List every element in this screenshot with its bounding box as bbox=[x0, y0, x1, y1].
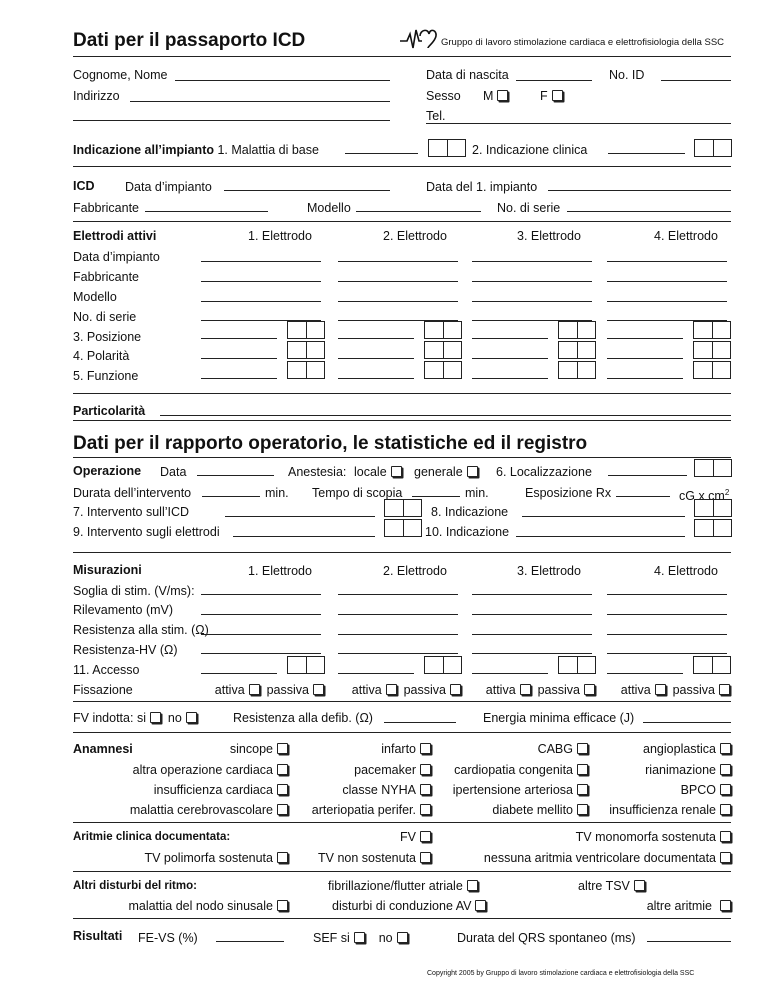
icd-intervention-label: 7. Intervento sull’ICD bbox=[73, 505, 190, 519]
row-label: Resistenza-HV (Ω) bbox=[73, 643, 178, 657]
qrs-label: Durata del QRS spontaneo (ms) bbox=[457, 931, 636, 945]
sex-m[interactable]: M bbox=[483, 89, 508, 103]
measurement-field[interactable] bbox=[472, 673, 548, 674]
code-box[interactable] bbox=[424, 341, 462, 359]
code-box[interactable] bbox=[424, 361, 462, 379]
measurement-field[interactable] bbox=[607, 594, 727, 595]
divider bbox=[73, 457, 731, 458]
icd-intervention-field[interactable] bbox=[225, 516, 375, 517]
fv-induced[interactable]: FV indotta: si no bbox=[73, 711, 197, 725]
divider bbox=[73, 918, 731, 919]
electrode-col: 4. Elettrodo bbox=[654, 229, 718, 243]
id-label: No. ID bbox=[609, 68, 645, 82]
measurement-field[interactable] bbox=[338, 673, 414, 674]
checkbox-icon bbox=[720, 784, 731, 795]
checkbox-icon bbox=[475, 900, 486, 911]
operation-heading: Operazione bbox=[73, 464, 142, 478]
checkbox-icon bbox=[386, 684, 397, 695]
anamnesis-item[interactable]: infarto bbox=[381, 742, 431, 756]
measurements-heading: Misurazioni bbox=[73, 563, 142, 577]
measurement-field[interactable] bbox=[472, 614, 592, 615]
divider bbox=[73, 420, 731, 421]
measurement-field[interactable] bbox=[472, 653, 592, 654]
electrode-field[interactable] bbox=[201, 378, 277, 379]
section-title: Dati per il rapporto operatorio, le statistiche ed il registro bbox=[73, 433, 588, 454]
checkbox-icon bbox=[277, 900, 288, 911]
implant-date-field[interactable] bbox=[224, 190, 390, 191]
name-field[interactable] bbox=[175, 80, 390, 81]
checkbox-icon bbox=[249, 684, 260, 695]
row-label: Fissazione bbox=[73, 683, 133, 697]
row-label: No. di serie bbox=[73, 310, 137, 324]
fixation-options[interactable]: attiva passiva bbox=[352, 683, 461, 697]
defib-resistance-field[interactable] bbox=[384, 722, 456, 723]
anesthesia-general[interactable]: generale bbox=[414, 465, 478, 479]
unit-label: cG x $cm^2$ bbox=[679, 488, 730, 504]
anamnesis-heading: Anamnesi bbox=[73, 742, 133, 756]
row-label: 4. Polarità bbox=[73, 349, 130, 363]
code-box[interactable] bbox=[424, 656, 462, 674]
checkbox-icon bbox=[577, 804, 588, 815]
checkbox-icon bbox=[720, 743, 731, 754]
measurement-field[interactable] bbox=[201, 653, 321, 654]
electrode-field[interactable] bbox=[201, 261, 321, 262]
checkbox-icon bbox=[497, 90, 508, 101]
min-label: min. bbox=[465, 486, 489, 500]
code-box[interactable] bbox=[694, 459, 732, 477]
code-box[interactable] bbox=[558, 656, 596, 674]
checkbox-icon bbox=[719, 684, 730, 695]
code-box[interactable] bbox=[693, 321, 731, 339]
fixation-options[interactable]: attiva passiva bbox=[621, 683, 730, 697]
measurement-field[interactable] bbox=[607, 653, 727, 654]
measurement-field[interactable] bbox=[201, 634, 321, 635]
anamnesis-item[interactable]: insufficienza cardiaca bbox=[154, 783, 288, 797]
divider bbox=[73, 822, 731, 823]
exposure-field[interactable] bbox=[616, 496, 670, 497]
electrode-field[interactable] bbox=[201, 281, 321, 282]
indication10-label: 10. Indicazione bbox=[425, 525, 510, 539]
id-field[interactable] bbox=[661, 80, 731, 81]
anamnesis-item[interactable]: pacemaker bbox=[354, 763, 431, 777]
results-heading: Risultati bbox=[73, 929, 123, 943]
electrode-field[interactable] bbox=[472, 358, 548, 359]
electrode-field[interactable] bbox=[472, 301, 592, 302]
sex-f[interactable]: F bbox=[540, 89, 563, 103]
measurement-field[interactable] bbox=[472, 634, 592, 635]
electrode-intervention-label: 9. Intervento sugli elettrodi bbox=[73, 525, 220, 539]
code-box[interactable] bbox=[424, 321, 462, 339]
energy-field[interactable] bbox=[643, 722, 731, 723]
model-label: Modello bbox=[307, 201, 351, 215]
name-label: Cognome, Nome bbox=[73, 68, 168, 82]
min-label: min. bbox=[265, 486, 289, 500]
indication10-field[interactable] bbox=[516, 536, 685, 537]
electrode-col: 3. Elettrodo bbox=[517, 229, 581, 243]
checkbox-icon bbox=[720, 852, 731, 863]
electrode-field[interactable] bbox=[607, 358, 683, 359]
energy-label: Energia minima efficace (J) bbox=[483, 711, 635, 725]
electrode-field[interactable] bbox=[201, 358, 277, 359]
electrode-field[interactable] bbox=[607, 281, 727, 282]
icd-heading: ICD bbox=[73, 179, 95, 193]
divider bbox=[73, 221, 731, 222]
anamnesis-item[interactable]: ipertensione arteriosa bbox=[453, 783, 588, 797]
checkbox-icon bbox=[420, 831, 431, 842]
electrode-field[interactable] bbox=[201, 338, 277, 339]
checkbox-icon bbox=[391, 466, 402, 477]
indication-heading: Indicazione all’impianto 1. Malattia di base bbox=[73, 143, 319, 157]
measurement-field[interactable] bbox=[338, 594, 458, 595]
checkbox-icon bbox=[397, 932, 408, 943]
particular-field[interactable] bbox=[160, 415, 731, 416]
electrode-col: 1. Elettrodo bbox=[248, 229, 312, 243]
checkbox-icon bbox=[420, 764, 431, 775]
checkbox-icon bbox=[150, 712, 161, 723]
heart-ecg-logo bbox=[398, 26, 438, 52]
checkbox-icon bbox=[720, 764, 731, 775]
birth-field[interactable] bbox=[516, 80, 592, 81]
code-box[interactable] bbox=[384, 519, 422, 537]
checkbox-icon bbox=[577, 764, 588, 775]
checkbox-icon bbox=[277, 743, 288, 754]
fluoro-field[interactable] bbox=[412, 496, 460, 497]
checkbox-icon bbox=[720, 804, 731, 815]
clinical-label: 2. Indicazione clinica bbox=[472, 143, 588, 157]
anamnesis-item[interactable]: diabete mellito bbox=[492, 803, 588, 817]
code-box[interactable] bbox=[693, 361, 731, 379]
electrode-field[interactable] bbox=[472, 281, 592, 282]
electrode-col: 2. Elettrodo bbox=[383, 564, 447, 578]
electrode-col: 4. Elettrodo bbox=[654, 564, 718, 578]
row-label: Soglia di stim. (V/ms): bbox=[73, 584, 195, 598]
cb-conduction[interactable]: disturbi di conduzione AV bbox=[332, 899, 486, 913]
measurement-field[interactable] bbox=[607, 614, 727, 615]
measurement-field[interactable] bbox=[607, 673, 683, 674]
serial-field[interactable] bbox=[567, 211, 731, 212]
tel-field[interactable] bbox=[426, 123, 731, 124]
measurement-field[interactable] bbox=[201, 614, 321, 615]
indication8-field[interactable] bbox=[522, 516, 685, 517]
row-label: Rilevamento (mV) bbox=[73, 603, 174, 617]
checkbox-icon bbox=[520, 684, 531, 695]
electrode-field[interactable] bbox=[338, 261, 458, 262]
anamnesis-item[interactable]: CABG bbox=[538, 742, 588, 756]
electrodes-heading: Elettrodi attivi bbox=[73, 229, 157, 243]
code-box[interactable] bbox=[558, 341, 596, 359]
measurement-field[interactable] bbox=[607, 634, 727, 635]
manufacturer-field[interactable] bbox=[145, 211, 268, 212]
serial-label: No. di serie bbox=[497, 201, 561, 215]
divider bbox=[73, 166, 731, 167]
divider bbox=[73, 56, 731, 57]
checkbox-icon bbox=[720, 831, 731, 842]
checkbox-icon bbox=[420, 852, 431, 863]
measurement-field[interactable] bbox=[201, 594, 321, 595]
checkbox-icon bbox=[552, 90, 563, 101]
checkbox-icon bbox=[313, 684, 324, 695]
checkbox-icon bbox=[420, 784, 431, 795]
disease-field[interactable] bbox=[345, 153, 418, 154]
checkbox-icon bbox=[277, 804, 288, 815]
page-title: Dati per il passaporto ICD bbox=[73, 30, 306, 51]
cb-tsv[interactable]: altre TSV bbox=[578, 879, 645, 893]
row-label: Data d’impianto bbox=[73, 250, 160, 264]
electrode-field[interactable] bbox=[338, 301, 458, 302]
electrode-field[interactable] bbox=[338, 338, 414, 339]
code-box[interactable] bbox=[558, 361, 596, 379]
anesthesia-local[interactable]: locale bbox=[354, 465, 402, 479]
electrode-field[interactable] bbox=[338, 358, 414, 359]
anamnesis-item[interactable]: rianimazione bbox=[645, 763, 731, 777]
duration-label: Durata dell’intervento bbox=[73, 486, 192, 500]
particular-label: Particolarità bbox=[73, 404, 146, 418]
birth-label: Data di nascita bbox=[426, 68, 509, 82]
other-heading: Altri disturbi del ritmo: bbox=[73, 880, 197, 892]
cb-tvns[interactable]: TV non sostenuta bbox=[318, 851, 431, 865]
code-box[interactable] bbox=[428, 139, 466, 157]
duration-field[interactable] bbox=[202, 496, 260, 497]
localization-field[interactable] bbox=[608, 475, 687, 476]
checkbox-icon bbox=[277, 852, 288, 863]
code-box[interactable] bbox=[694, 519, 732, 537]
sef-group[interactable]: SEF si no bbox=[313, 931, 408, 945]
code-box[interactable] bbox=[384, 499, 422, 517]
row-label: 3. Posizione bbox=[73, 330, 142, 344]
exposure-label: Esposizione Rx bbox=[525, 486, 612, 500]
model-field[interactable] bbox=[356, 211, 481, 212]
fluoro-label: Tempo di scopia bbox=[312, 486, 403, 500]
code-box[interactable] bbox=[287, 656, 325, 674]
first-implant-field[interactable] bbox=[548, 190, 731, 191]
electrode-field[interactable] bbox=[607, 378, 683, 379]
defib-resistance-label: Resistenza alla defib. (Ω) bbox=[233, 711, 373, 725]
row-label: 5. Funzione bbox=[73, 369, 139, 383]
electrode-field[interactable] bbox=[607, 301, 727, 302]
code-box[interactable] bbox=[287, 361, 325, 379]
row-label: Resistenza alla stim. (Ω) bbox=[73, 623, 209, 637]
checkbox-icon bbox=[450, 684, 461, 695]
first-implant-label: Data del 1. impianto bbox=[426, 180, 538, 194]
anamnesis-item[interactable]: cardiopatia congenita bbox=[454, 763, 588, 777]
electrode-field[interactable] bbox=[607, 338, 683, 339]
measurement-field[interactable] bbox=[472, 594, 592, 595]
address-field-2[interactable] bbox=[73, 120, 390, 121]
qrs-field[interactable] bbox=[647, 941, 731, 942]
checkbox-icon bbox=[420, 804, 431, 815]
electrode-field[interactable] bbox=[338, 378, 414, 379]
address-field[interactable] bbox=[130, 101, 390, 102]
electrode-col: 3. Elettrodo bbox=[517, 564, 581, 578]
measurement-field[interactable] bbox=[338, 634, 458, 635]
checkbox-icon bbox=[277, 764, 288, 775]
electrode-col: 1. Elettrodo bbox=[248, 564, 312, 578]
cb-tvps[interactable]: TV polimorfa sostenuta bbox=[144, 851, 288, 865]
fixation-options[interactable]: attiva passiva bbox=[486, 683, 595, 697]
code-box[interactable] bbox=[694, 139, 732, 157]
measurement-field[interactable] bbox=[338, 614, 458, 615]
sex-label: Sesso bbox=[426, 89, 461, 103]
clinical-field[interactable] bbox=[608, 153, 685, 154]
indication8-label: 8. Indicazione bbox=[431, 505, 509, 519]
electrode-field[interactable] bbox=[472, 261, 592, 262]
measurement-field[interactable] bbox=[201, 673, 277, 674]
arrhythmia-heading: Aritmie clinica documentata: bbox=[73, 831, 231, 843]
code-box[interactable] bbox=[693, 341, 731, 359]
electrode-col: 2. Elettrodo bbox=[383, 229, 447, 243]
fevs-field[interactable] bbox=[216, 941, 284, 942]
implant-date-label: Data d’impianto bbox=[125, 180, 212, 194]
divider bbox=[73, 552, 731, 553]
anamnesis-item[interactable]: sincope bbox=[230, 742, 288, 756]
row-label: 11. Accesso bbox=[73, 663, 140, 677]
checkbox-icon bbox=[634, 880, 645, 891]
checkbox-icon bbox=[577, 743, 588, 754]
electrode-field[interactable] bbox=[472, 338, 548, 339]
anamnesis-item[interactable]: angioplastica bbox=[643, 742, 731, 756]
anamnesis-item[interactable]: altra operazione cardiaca bbox=[133, 763, 288, 777]
fevs-label: FE-VS (%) bbox=[138, 931, 198, 945]
anamnesis-item[interactable]: BPCO bbox=[681, 783, 731, 797]
cb-none[interactable]: nessuna aritmia ventricolare documentata bbox=[484, 851, 731, 865]
code-box[interactable] bbox=[287, 341, 325, 359]
checkbox-icon bbox=[420, 743, 431, 754]
code-box[interactable] bbox=[287, 321, 325, 339]
code-box[interactable] bbox=[693, 656, 731, 674]
electrode-field[interactable] bbox=[201, 301, 321, 302]
checkbox-icon bbox=[354, 932, 365, 943]
tel-label: Tel. bbox=[426, 109, 446, 123]
cb-sinus[interactable]: malattia del nodo sinusale bbox=[128, 899, 288, 913]
anesthesia-label: Anestesia: bbox=[288, 465, 347, 479]
anamnesis-item[interactable]: insufficienza renale bbox=[609, 803, 731, 817]
address-label: Indirizzo bbox=[73, 89, 120, 103]
checkbox-icon bbox=[655, 684, 666, 695]
code-box[interactable] bbox=[694, 499, 732, 517]
anamnesis-item[interactable]: classe NYHA bbox=[342, 783, 431, 797]
divider bbox=[73, 732, 731, 733]
checkbox-icon bbox=[577, 784, 588, 795]
checkbox-icon bbox=[467, 466, 478, 477]
measurement-field[interactable] bbox=[338, 653, 458, 654]
electrode-intervention-field[interactable] bbox=[233, 536, 375, 537]
checkbox-icon bbox=[277, 784, 288, 795]
cb-fv[interactable]: FV bbox=[400, 830, 431, 844]
checkbox-icon bbox=[584, 684, 595, 695]
fixation-options[interactable]: attiva passiva bbox=[215, 683, 324, 697]
localization-label: 6. Localizzazione bbox=[496, 465, 592, 479]
code-box[interactable] bbox=[558, 321, 596, 339]
cb-af[interactable]: fibrillazione/flutter atriale bbox=[328, 879, 478, 893]
cb-others[interactable]: altre aritmie bbox=[647, 899, 731, 913]
group-name: Gruppo di lavoro stimolazione cardiaca e elettrofisiologia della SSC bbox=[441, 37, 725, 48]
row-label: Modello bbox=[73, 290, 117, 304]
divider bbox=[73, 701, 731, 702]
electrode-field[interactable] bbox=[472, 378, 548, 379]
checkbox-icon bbox=[467, 880, 478, 891]
op-date-field[interactable] bbox=[197, 475, 274, 476]
row-label: Fabbricante bbox=[73, 270, 140, 284]
cb-tvms[interactable]: TV monomorfa sostenuta bbox=[576, 830, 731, 844]
checkbox-icon bbox=[186, 712, 197, 723]
manufacturer-label: Fabbricante bbox=[73, 201, 140, 215]
electrode-field[interactable] bbox=[338, 281, 458, 282]
anamnesis-item[interactable]: malattia cerebrovascolare bbox=[130, 803, 288, 817]
op-date-label: Data bbox=[160, 465, 187, 479]
divider bbox=[73, 871, 731, 872]
divider bbox=[73, 393, 731, 394]
electrode-field[interactable] bbox=[607, 261, 727, 262]
checkbox-icon bbox=[720, 900, 731, 911]
footer-copyright: Copyright 2005 by Gruppo di lavoro stimolazione cardiaca e elettrofisiologia della SSC bbox=[427, 970, 695, 977]
anamnesis-item[interactable]: arteriopatia perifer. bbox=[312, 803, 431, 817]
